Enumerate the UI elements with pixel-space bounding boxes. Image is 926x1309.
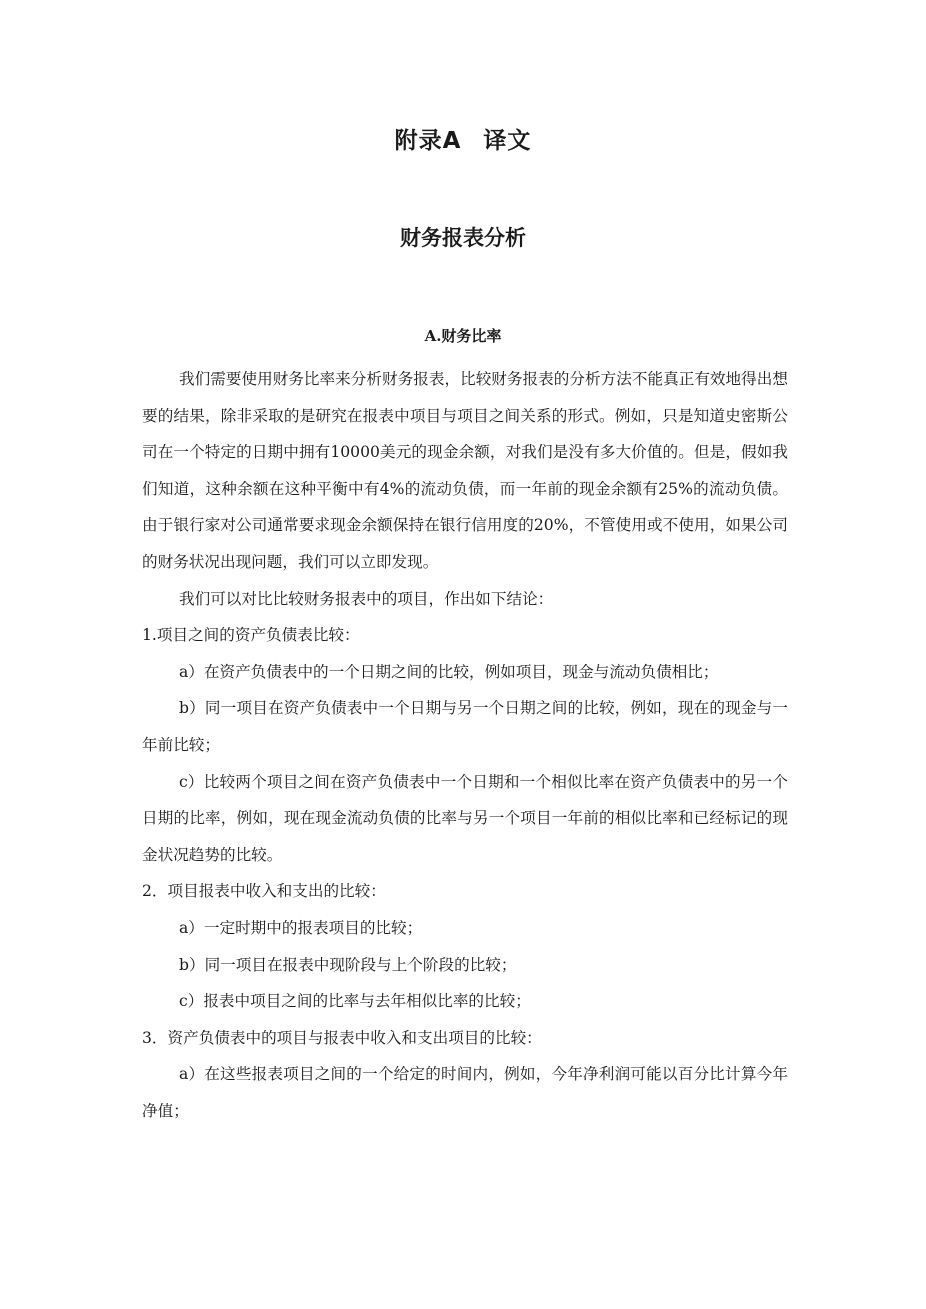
list2-heading: 2．项目报表中收入和支出的比较： xyxy=(142,882,386,901)
list1-heading: 1.项目之间的资产负债表比较： xyxy=(142,626,360,645)
section-heading: A.财务比率 xyxy=(424,327,502,345)
list1-item-b: b）同一项目在资产负债表中一个日期与另一个日期之间的比较，例如，现在的现金与一年前比较； xyxy=(142,699,788,754)
article-title: 财务报表分析 xyxy=(400,226,526,250)
appendix-subtitle: 译文 xyxy=(483,128,532,154)
list3-heading: 3．资产负债表中的项目与报表中收入和支出项目的比较： xyxy=(142,1028,542,1047)
list1-item-c: c）比较两个项目之间在资产负债表中一个日期和一个相似比率在资产负债表中的另一个日期的比率，例如，现在现金流动负债的比率与另一个项目一年前的相似比率和已经标记的现金状况趋势的比较。 xyxy=(142,772,788,864)
list3-item-a: a）在这些报表项目之间的一个给定的时间内，例如，今年净利润可能以百分比计算今年净值； xyxy=(142,1065,788,1120)
document-body xyxy=(142,361,788,1129)
appendix-title xyxy=(0,122,926,160)
list2-item-a: a）一定时期中的报表项目的比较； xyxy=(179,918,423,937)
list2-item-b: b）同一项目在报表中现阶段与上个阶段的比较； xyxy=(179,955,517,974)
list2-item-c: c）报表中项目之间的比率与去年相似比率的比较； xyxy=(179,992,531,1011)
paragraph-intro: 我们需要使用财务比率来分析财务报表，比较财务报表的分析方法不能真正有效地得出想要的结果，除非采取的是研究在报表中项目与项目之间关系的形式。例如，只是知道史密斯公司在一个特定的日期中拥有10000美元的现金余额，对我们是没有多大价值的。但是，假如我们知道，这种余额在这种平衡中有4%的流动负债，而一年前的现金余额有25%的流动负债。由于银行家对公司通常要求现金余额保持在银行信用度的20%，不管使用或不使用，如果公司的财务状况出现问题，我们可以立即发现。 xyxy=(142,370,788,571)
paragraph-conclusion: 我们可以对比比较财务报表中的项目，作出如下结论： xyxy=(179,589,554,608)
list1-item-a: a）在资产负债表中的一个日期之间的比较，例如项目，现金与流动负债相比； xyxy=(179,662,719,681)
appendix-label: 附录A xyxy=(394,128,462,154)
